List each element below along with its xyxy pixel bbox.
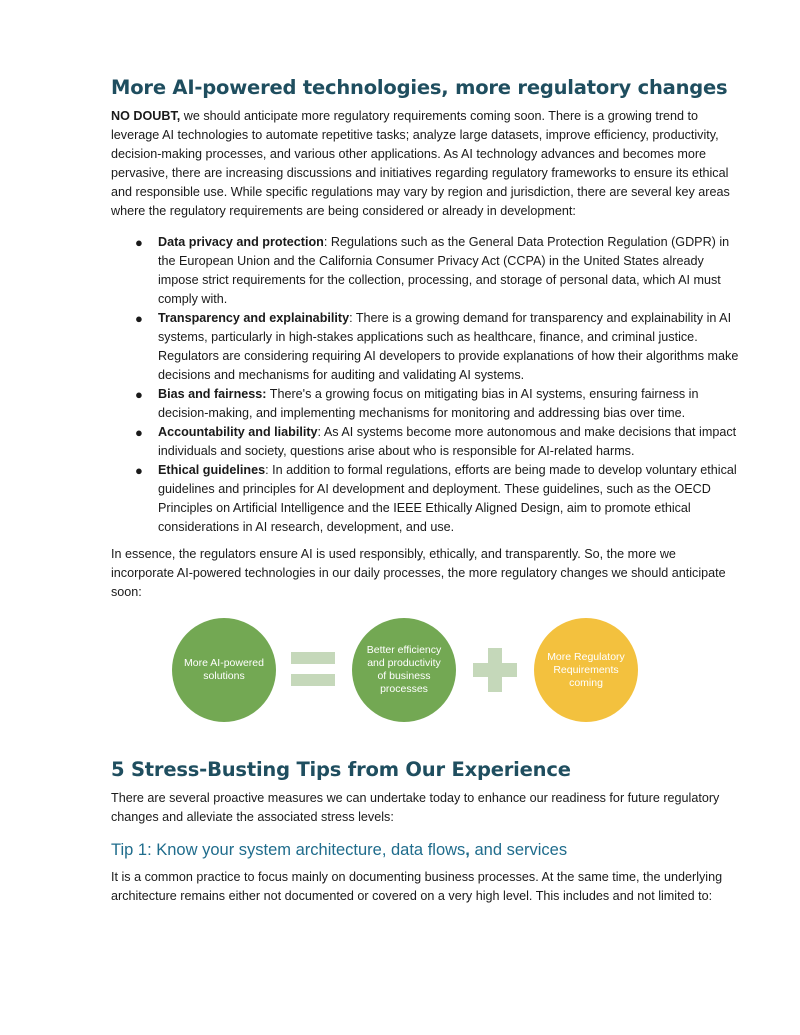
document-content (111, 76, 741, 906)
tips-intro-paragraph: There are several proactive measures we can undertake today to enhance our readiness for future regulatory changes and alleviate the associated stress levels: (111, 791, 720, 824)
list-item-text: : In addition to formal regulations, efforts are being made to develop voluntary ethical guidelines and principles for AI development and deployment. These guidelines, such as the OECD Principles on Artificial Intelligence and the IEEE Ethically Aligned Design, aim to promote ethical considerations in AI research, development, and use. (158, 463, 737, 534)
list-item-term: Accountability and liability (158, 425, 318, 439)
bullet-icon: ● (135, 311, 143, 326)
tip1-heading-text: Tip 1: Know your system architecture, data flows (111, 841, 466, 859)
bullet-icon: ● (135, 425, 143, 440)
circle-ai-solutions (172, 618, 276, 722)
list-item-term: Transparency and explainability (158, 311, 350, 325)
circle-label: More Regulatory Requirements coming (547, 650, 625, 689)
intro-text: we should anticipate more regulatory requirements coming soon. There is a growing trend to leverage AI technologies to automate repetitive tasks; analyze large datasets, improve efficiency, productivity, decision-making processes, and various other applications. As AI technology advances and becomes more pervasive, there are increasing discussions and initiatives regarding regulatory frameworks to ensure its ethical and responsible use. While specific regulations may vary by region and jurisdiction, there are several key areas where the regulatory requirements are being considered or already in development: (111, 109, 730, 218)
circle-efficiency (352, 618, 456, 722)
circle-label: More AI-powered solutions (184, 657, 264, 682)
list-item-accountability (111, 423, 741, 461)
list-item-text: : As AI systems become more autonomous and make decisions that impact individuals and society, questions arise about who is responsible for AI-related harms. (158, 425, 737, 458)
list-item-ethical-guidelines (111, 461, 741, 537)
circle-label: Better efficiency and productivity of business processes (366, 644, 442, 695)
intro-paragraph (111, 107, 741, 221)
equals-sign-icon (291, 652, 335, 690)
bullet-icon: ● (135, 387, 143, 402)
conclusion-paragraph: In essence, the regulators ensure AI is used responsibly, ethically, and transparently. So, the more we incorporate AI-powered technologies in our daily processes, the more regulatory changes we should anticipate soon: (111, 547, 726, 599)
regulatory-areas-list (111, 233, 741, 537)
list-item-text: : There is a growing demand for transparency and explainability in AI systems, particularly in high-stakes applications such as healthcare, finance, and criminal justice. Regulators are considering requiring AI developers to provide explanations of how their algorithms make decisions and mechanisms for auditing and validating AI systems. (158, 311, 739, 382)
tip1-heading-text-end: and services (469, 841, 568, 859)
section-heading-ai-regulation: More AI-powered technologies, more regulatory changes (111, 76, 728, 99)
tip1-paragraph: It is a common practice to focus mainly on documenting business processes. At the same time, the underlying architecture remains either not documented or covered on a very high level. This includes and not limited to: (111, 870, 723, 903)
circle-regulatory-requirements (534, 618, 638, 722)
plus-sign-icon (473, 648, 517, 692)
tip1-heading (111, 841, 741, 860)
bullet-icon: ● (135, 235, 143, 250)
bullet-icon: ● (135, 463, 143, 478)
list-item-text: : Regulations such as the General Data Protection Regulation (GDPR) in the European Union and the California Consumer Privacy Act (CCPA) in the United States already impose strict requirements for the collection, processing, and storage of personal data, which AI must comply with. (158, 235, 730, 306)
list-item-transparency (111, 309, 741, 385)
equation-diagram (111, 618, 741, 734)
list-item-term: Ethical guidelines (158, 463, 266, 477)
list-item-term: Bias and fairness: (158, 387, 267, 401)
list-item-text: There's a growing focus on mitigating bias in AI systems, ensuring fairness in decision-making, and implementing mechanisms for monitoring and addressing bias over time. (158, 387, 699, 420)
list-item-bias (111, 385, 741, 423)
tip1-heading-comma: , (465, 841, 470, 859)
list-item-data-privacy (111, 233, 741, 309)
intro-lead: NO DOUBT, (111, 109, 181, 123)
section-heading-stress-tips: 5 Stress-Busting Tips from Our Experience (111, 758, 571, 781)
list-item-term: Data privacy and protection (158, 235, 324, 249)
